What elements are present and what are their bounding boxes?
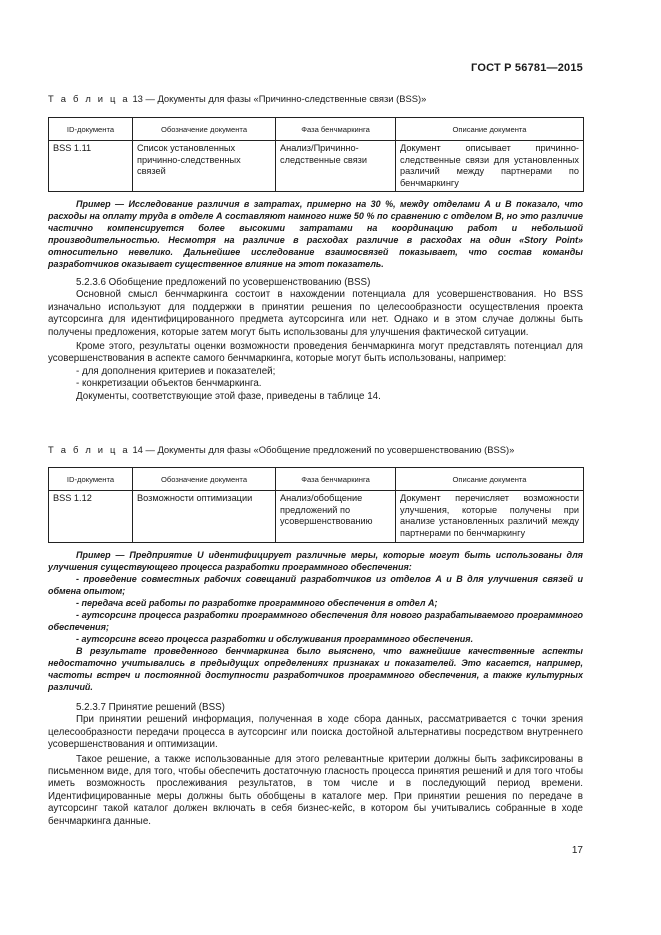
section-5-2-3-6 [48,277,583,403]
paragraph: Основной смысл бенчмаркинга состоит в нахождении потенциала для усовершенствования. Но BSS изначально используют для поддержки в принятии решения по целесообразности осуществления проекта аутсорсинга для идентифицированного предмета аутсорсинга или нет. Однако и в этом случае должны быть получены предложения, которые затем могут быть использованы для улучшения фактической ситуации. [48,289,583,338]
table-13-caption-text: 13 — Документы для фазы «Причинно-следственные связи (BSS)» [132,93,427,104]
list-item: - конкретизации объектов бенчмаркинга. [76,378,262,390]
example-1-text: Пример — Исследование различия в затратах, примерно на 30 %, между отделами А и В показало, что расходы на оплату труда в отделе А составляют намного ниже 50 % по сравнению с отделом В, но это различие частично компенсируется более высокими затратами на координацию работ и небольшой производительностью. Несмотря на различие в расходах различие в расходах на один «Story Point» относительно невелико. Дальнейшее исследование взаимосвязей показывает, что состав команды разработчиков оказывает существенное влияние на этот показатель. [48,199,583,269]
example-2-item: - аутсорсинг всего процесса разработки и обслуживания программного обеспечения. [76,634,474,644]
paragraph: Документы, соответствующие этой фазе, приведены в таблице 14. [76,390,381,402]
standard-designation: ГОСТ Р 56781—2015 [471,62,583,74]
table-14-caption [48,444,514,456]
example-2-intro: Пример — Предприятие U идентифицирует различные меры, которые могут быть использованы для улучшения существующего процесса разработки программного обеспечения: [48,550,583,572]
document-description-cell: Документ описывает причинно-следственные связи для установленных различий между партнерами по бенчмаркингу [396,141,584,192]
table-header-cell: Фаза бенчмаркинга [276,118,396,141]
example-2-block [48,549,583,693]
example-2-conclusion: В результате проведенного бенчмаркинга было выяснено, что важнейшие качественные аспекты недостаточно учитывались в предыдущих определениях признаках и показателей. Это касается, например, частоты встреч и постоянной доступности разработчиков программного обеспечения, а также культурных различий. [48,646,583,692]
document-description-cell: Документ перечисляет возможности улучшения, которые получены при анализе установленных различий между партнерами по бенчмаркингу [396,491,584,543]
table-13-caption [48,93,426,105]
table-14-caption-text: 14 — Документы для фазы «Обобщение предложений по усовершенствованию (BSS)» [132,444,515,455]
paragraph: Кроме этого, результаты оценки возможности проведения бенчмаркинга могут представлять потенциал для усовершенствования в аспекте самого бенчмаркинга, которые могут быть использованы, например: [48,341,583,365]
table-14-header-row [49,468,584,491]
paragraph: Такое решение, а также использованные для этого релевантные критерии должны быть зафиксированы в письменном виде, для того, чтобы обеспечить достаточную гласность процесса принятия решений и для того чтобы иметь возможность прослеживания результатов, в том числе и в последующий период времени. Идентифицированные меры должны быть обобщены в каталоге мер. При принятии решения по передаче в аутсорсинг такой каталог должен включать в себя бизнес-кейс, в котором бы учитывались собранные в ходе бенчмаркинга данные. [48,753,583,827]
table-row [49,491,584,543]
document-name-cell: Возможности оптимизации [133,491,276,543]
table-13-caption-prefix: Т а б л и ц а [48,93,130,104]
list-item: - для дополнения критериев и показателей; [76,365,276,377]
section-5-2-3-7 [48,702,583,828]
table-13 [48,117,584,192]
benchmarking-phase-cell: Анализ/обобщение предложений по усовершенствованию [276,491,396,543]
table-header-cell: Описание документа [396,118,584,141]
paragraph: При принятии решений информация, полученная в ходе сбора данных, рассматривается с точки зрения целесообразности передачи процесса в аутсорсинг или поиска достойной альтернативы посредством внутреннего усовершенствования и оптимизации. [48,714,583,751]
example-2-item: - аутсорсинг процесса разработки программного обеспечения для нового разрабатываемого программного обеспечения; [48,610,583,632]
table-13-header-row [49,118,584,141]
benchmarking-phase-cell: Анализ/Причинно-следственные связи [276,141,396,192]
document-id-cell: BSS 1.12 [49,491,133,543]
example-2-item: - передача всей работы по разработке программного обеспечения в отдел А; [76,598,438,608]
table-header-cell: ID-документа [49,468,133,491]
document-name-cell: Список установленных причинно-следственных связей [133,141,276,192]
table-header-cell: ID-документа [49,118,133,141]
table-14 [48,467,584,543]
table-header-cell: Фаза бенчмаркинга [276,468,396,491]
document-id-cell: BSS 1.11 [49,141,133,192]
example-2-item: - проведение совместных рабочих совещаний разработчиков из отделов А и В для улучшения связей и обмена опытом; [48,574,583,596]
page-number: 17 [571,845,583,856]
table-header-cell: Описание документа [396,468,584,491]
table-header-cell: Обозначение документа [133,118,276,141]
table-header-cell: Обозначение документа [133,468,276,491]
table-row [49,141,584,192]
example-1-block [48,198,583,270]
section-heading: 5.2.3.6 Обобщение предложений по усовершенствованию (BSS) [76,277,371,288]
table-14-caption-prefix: Т а б л и ц а [48,444,130,455]
section-heading: 5.2.3.7 Принятие решений (BSS) [76,702,225,713]
